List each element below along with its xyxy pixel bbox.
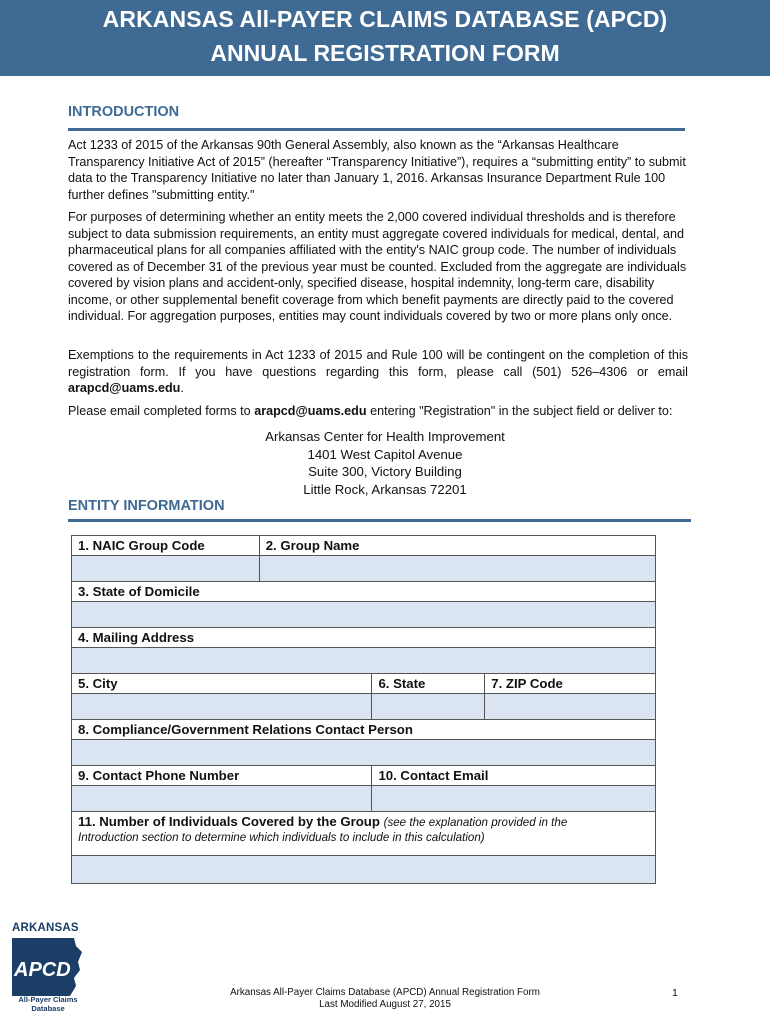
footer-last-modified: Last Modified August 27, 2015 <box>319 999 451 1010</box>
logo-subtitle-line1: All-Payer Claims <box>18 995 78 1004</box>
mailing-address-block <box>68 428 702 498</box>
page-number: 1 <box>672 987 678 999</box>
individuals-covered-note-a: (see the explanation provided in the <box>383 816 568 829</box>
header-title-line1: ARKANSAS All-PAYER CLAIMS DATABASE (APCD) <box>102 6 668 32</box>
group-name-field[interactable] <box>259 556 655 582</box>
page-header <box>0 0 770 76</box>
individuals-covered-note-b: Introduction section to determine which individuals to include in this calculation) <box>78 831 485 844</box>
logo-apcd-text: APCD <box>14 959 71 981</box>
logo-state-name: ARKANSAS <box>12 922 79 934</box>
contact-person-label: 8. Compliance/Government Relations Contact Person <box>72 720 656 740</box>
entity-information-heading: ENTITY INFORMATION <box>68 498 225 514</box>
individuals-covered-label <box>72 812 656 856</box>
arkansas-apcd-logo <box>6 918 90 1018</box>
intro-paragraph-3 <box>68 347 688 397</box>
contact-person-field[interactable] <box>72 740 656 766</box>
contact-phone-field[interactable] <box>72 786 372 812</box>
footer <box>150 987 620 1011</box>
intro-paragraph-3-end: . <box>180 381 184 395</box>
contact-email-label: 10. Contact Email <box>372 766 656 786</box>
address-line-3: Suite 300, Victory Building <box>308 464 462 479</box>
header-title-line2: ANNUAL REGISTRATION FORM <box>210 40 560 66</box>
mailing-address-label: 4. Mailing Address <box>72 628 656 648</box>
zip-code-label: 7. ZIP Code <box>485 674 656 694</box>
naic-group-code-field[interactable] <box>72 556 260 582</box>
state-of-domicile-label: 3. State of Domicile <box>72 582 656 602</box>
zip-code-field[interactable] <box>485 694 656 720</box>
city-label: 5. City <box>72 674 372 694</box>
address-line-4: Little Rock, Arkansas 72201 <box>303 481 467 497</box>
individuals-covered-title: 11. Number of Individuals Covered by the Group <box>78 814 380 829</box>
address-line-2: 1401 West Capitol Avenue <box>307 446 463 462</box>
address-line-1: Arkansas Center for Health Improvement <box>265 429 505 444</box>
contact-email-field[interactable] <box>372 786 656 812</box>
intro-paragraph-2: For purposes of determining whether an entity meets the 2,000 covered individual thresholds and is therefore subject to data submission requirements, an entity must aggregate covered individuals for medical, dental, and pharmaceutical plans for all companies affiliated with the entity's NAIC group code. The number of individuals covered as of December 31 of the previous year must be counted. Excluded from the aggregate are individuals covered by vision plans and accident-only, specified disease, hospital indemnity, long-term care, disability income, or other supplemental benefit coverage from which benefit payments are directly paid to the covered individual. For aggregation purposes, entities may count individuals covered by two or more plans only once. <box>68 210 687 323</box>
submission-email-link[interactable]: arapcd@uams.edu <box>254 404 367 418</box>
introduction-heading: INTRODUCTION <box>68 104 180 120</box>
logo-subtitle <box>8 996 88 1013</box>
intro-paragraph-4-b: entering "Registration" in the subject field or deliver to: <box>366 404 673 418</box>
intro-paragraph-1: Act 1233 of 2015 of the Arkansas 90th General Assembly, also known as the “Arkansas Healthcare Transparency Initiative Act of 2015” (hereafter “Transparency Initiative”), requires a “submitting entity” to submit data to the Transparency Initiative no later than January 1, 2016. Arkansas Insurance Department Rule 100 further defines "submitting entity." <box>68 138 686 202</box>
state-label: 6. State <box>372 674 485 694</box>
state-of-domicile-field[interactable] <box>72 602 656 628</box>
state-field[interactable] <box>372 694 485 720</box>
entity-information-form <box>71 535 656 884</box>
introduction-rule <box>68 128 685 131</box>
entity-information-rule <box>68 519 691 522</box>
intro-paragraph-3-text: Exemptions to the requirements in Act 1233 of 2015 and Rule 100 will be contingent on the completion of this registration form. If you have questions regarding this form, please call (501) 526–4306 or email <box>68 348 688 379</box>
footer-form-title: Arkansas All-Payer Claims Database (APCD) Annual Registration Form <box>230 987 540 998</box>
individuals-covered-field[interactable] <box>72 856 656 884</box>
city-field[interactable] <box>72 694 372 720</box>
contact-email-link[interactable]: arapcd@uams.edu <box>68 381 181 395</box>
naic-group-code-label: 1. NAIC Group Code <box>72 536 260 556</box>
group-name-label: 2. Group Name <box>259 536 655 556</box>
logo-subtitle-line2: Database <box>31 1003 65 1013</box>
contact-phone-label: 9. Contact Phone Number <box>72 766 372 786</box>
intro-paragraph-4-a: Please email completed forms to <box>68 404 255 418</box>
intro-paragraph-4 <box>68 403 688 420</box>
mailing-address-field[interactable] <box>72 648 656 674</box>
